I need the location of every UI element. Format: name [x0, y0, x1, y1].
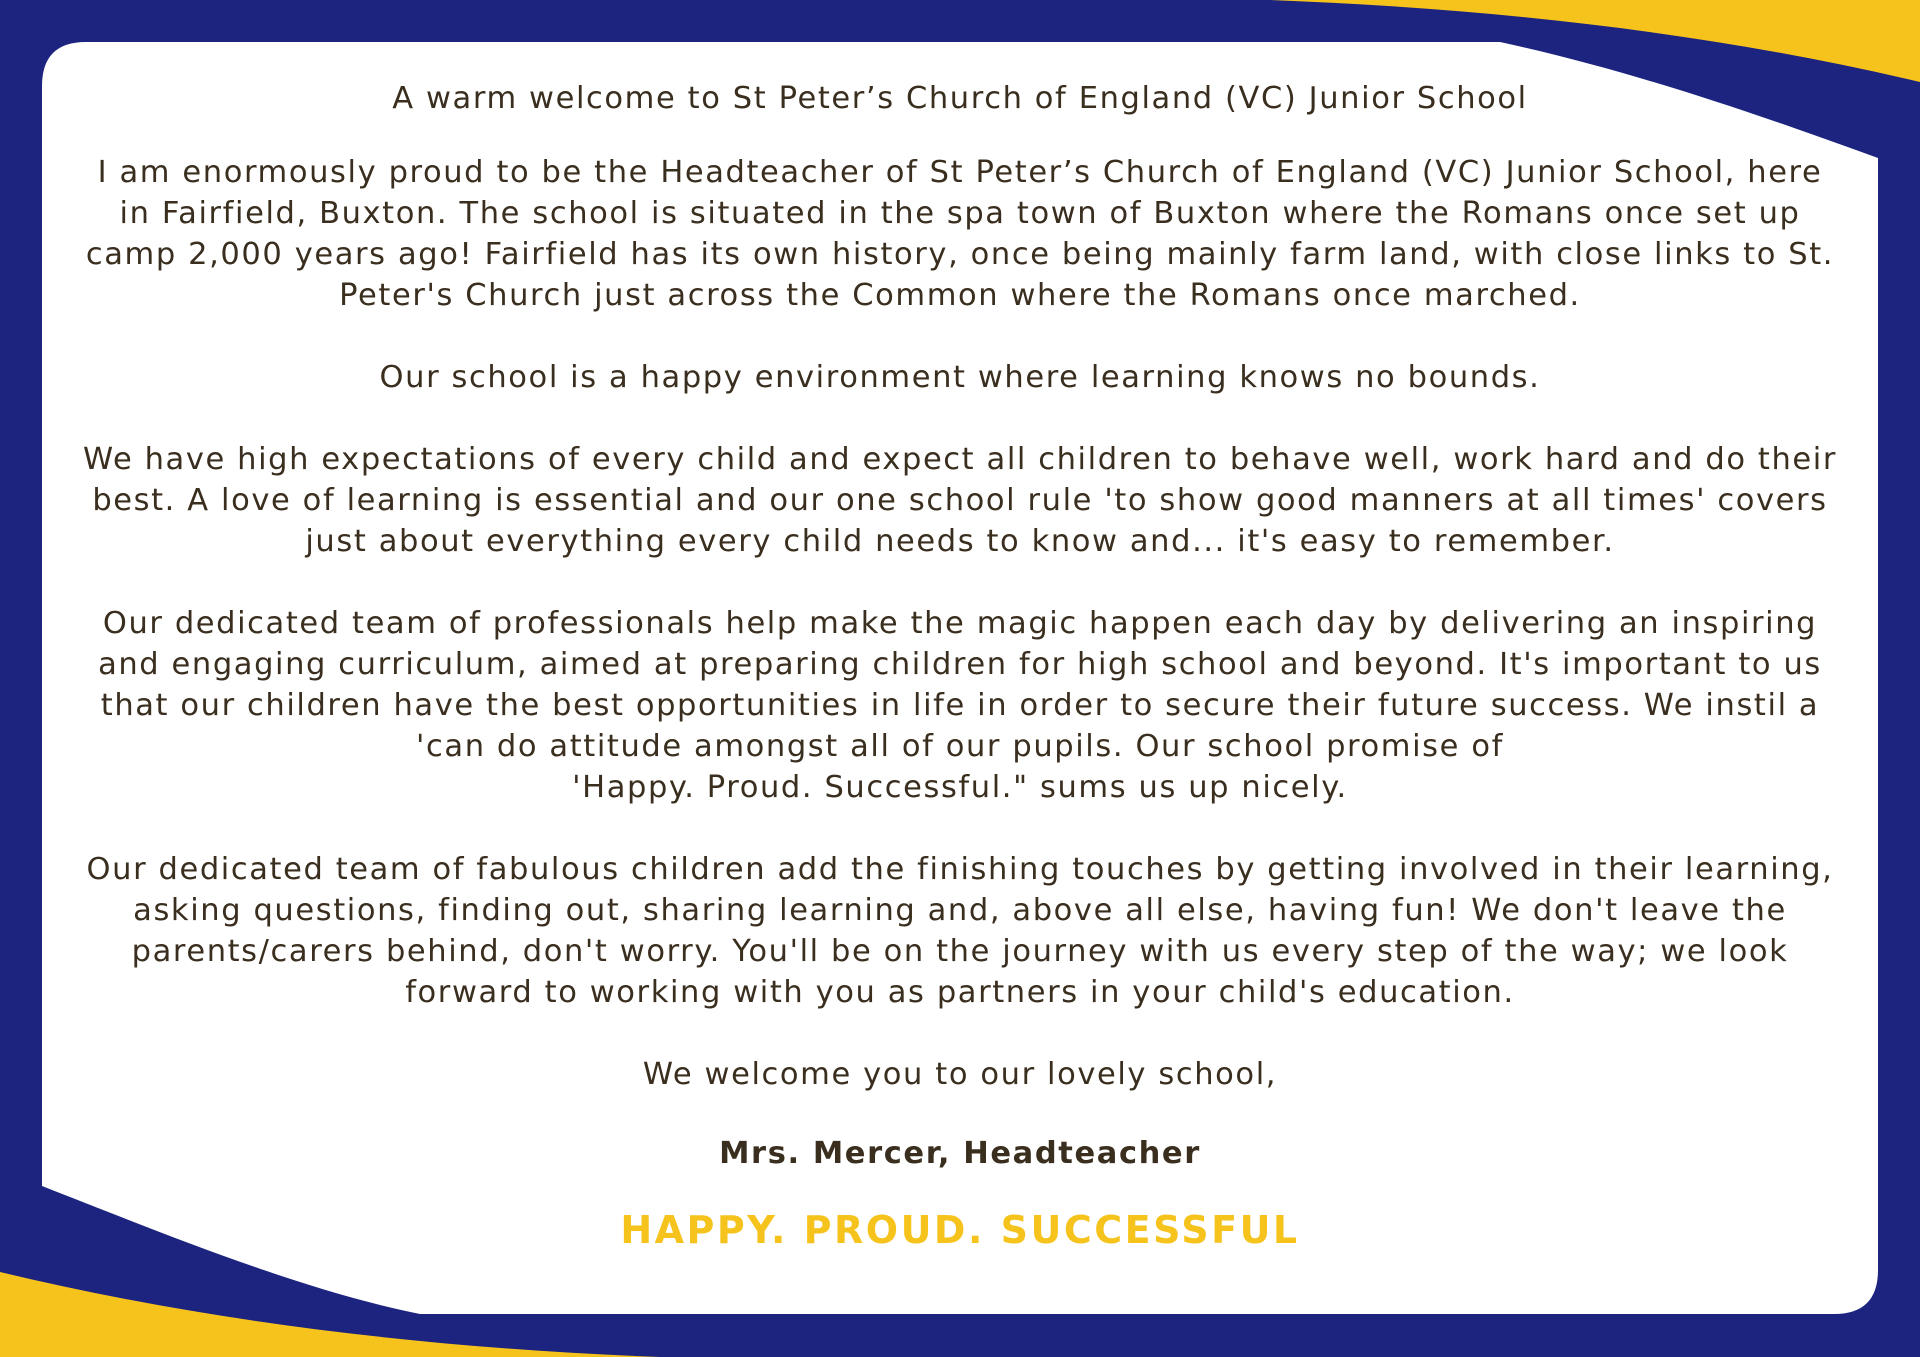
school-motto: HAPPY. PROUD. SUCCESSFUL — [620, 1208, 1300, 1252]
text-line: parents/carers behind, don't worry. You'll be on the journey with us every step of the way; we look — [131, 934, 1789, 969]
letter-content — [80, 78, 1840, 1254]
text-line: Our school is a happy environment where learning knows no bounds. — [379, 360, 1541, 395]
text-line: 'can do attitude amongst all of our pupils. Our school promise of — [416, 729, 1504, 764]
text-line: best. A love of learning is essential and our one school rule 'to show good manners at all times' covers — [92, 483, 1828, 518]
text-line: We have high expectations of every child and expect all children to behave well, work hard and do their — [82, 442, 1837, 477]
text-line: Our dedicated team of professionals help make the magic happen each day by delivering an inspiring — [102, 606, 1818, 641]
text-line: I am enormously proud to be the Headteacher of St Peter’s Church of England (VC) Junior School, here — [97, 155, 1823, 190]
letter-closing: We welcome you to our lovely school, — [642, 1057, 1278, 1092]
text-line: 'Happy. Proud. Successful." sums us up nicely. — [572, 770, 1348, 805]
text-line: that our children have the best opportunities in life in order to secure their future success. We instil a — [100, 688, 1820, 723]
text-line: and engaging curriculum, aimed at preparing children for high school and beyond. It's important to us — [98, 647, 1822, 682]
paragraph-team — [80, 603, 1840, 808]
text-line: Our dedicated team of fabulous children add the finishing touches by getting involved in their learning, — [86, 852, 1834, 887]
letter-greeting: A warm welcome to St Peter’s Church of England (VC) Junior School — [392, 81, 1528, 116]
text-line: just about everything every child needs to know and... it's easy to remember. — [305, 524, 1615, 559]
paragraph-children — [80, 849, 1840, 1013]
letter-signature: Mrs. Mercer, Headteacher — [719, 1136, 1201, 1171]
paragraph-environment — [80, 357, 1840, 398]
paragraph-expectations — [80, 439, 1840, 562]
paragraph-intro — [80, 152, 1840, 316]
text-line: forward to working with you as partners in your child's education. — [405, 975, 1515, 1010]
text-line: camp 2,000 years ago! Fairfield has its own history, once being mainly farm land, with close links to St. — [85, 237, 1835, 272]
text-line: Peter's Church just across the Common where the Romans once marched. — [339, 278, 1581, 313]
text-line: asking questions, finding out, sharing learning and, above all else, having fun! We don't leave the — [133, 893, 1787, 928]
text-line: in Fairfield, Buxton. The school is situated in the spa town of Buxton where the Romans once set up — [119, 196, 1801, 231]
